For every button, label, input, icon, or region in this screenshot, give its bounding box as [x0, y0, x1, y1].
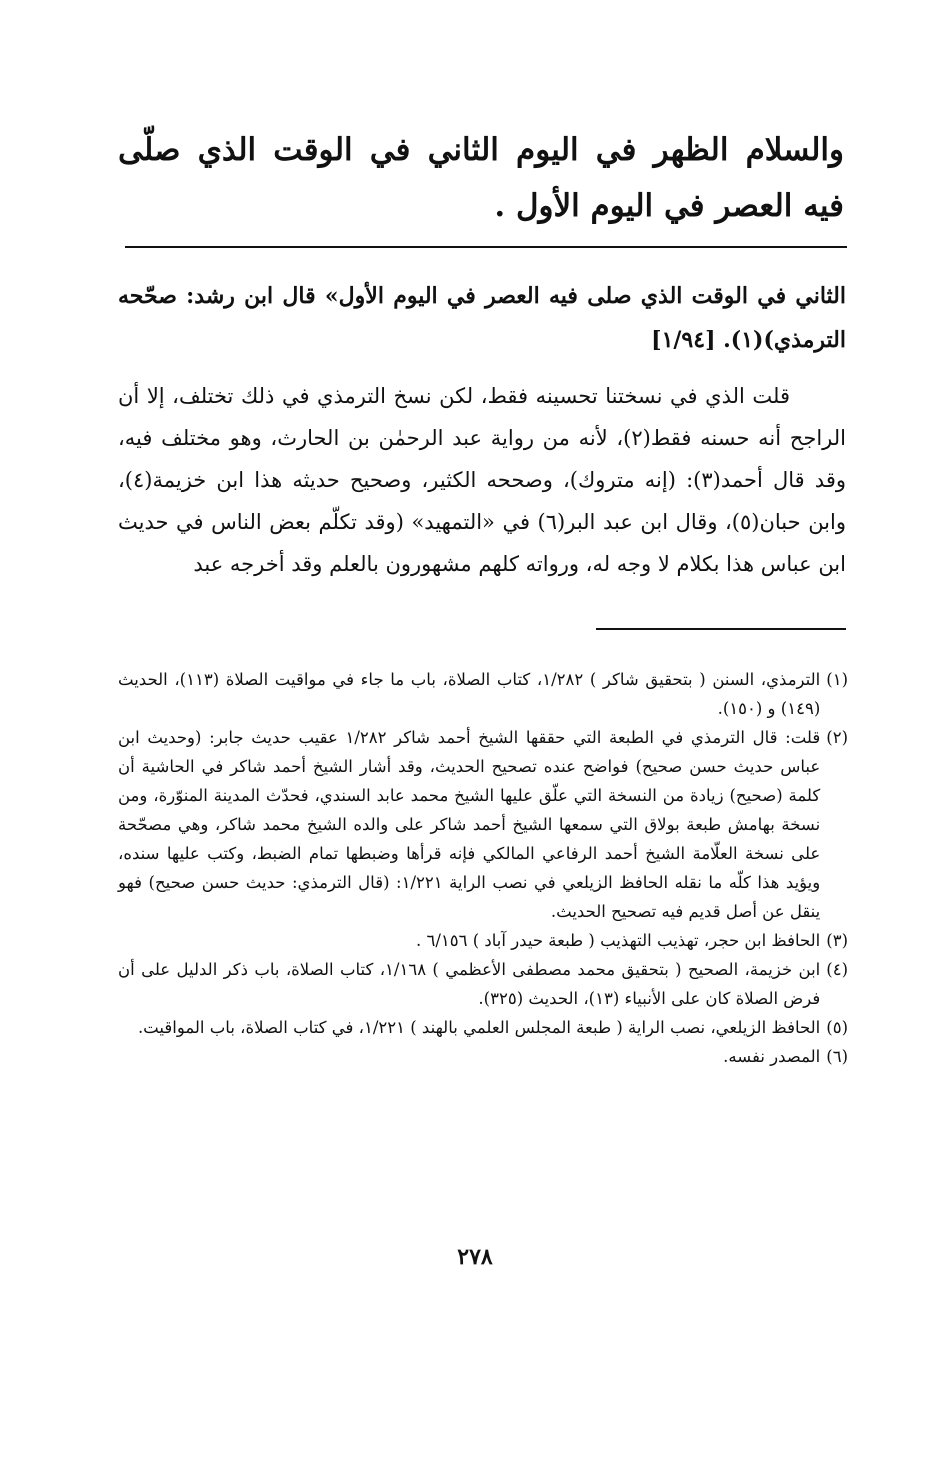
footnotes-list	[118, 665, 848, 1071]
footnote-text: المصدر نفسه.	[723, 1047, 821, 1066]
footnote-text: الترمذي، السنن ( بتحقيق شاكر ) ١/٢٨٢، كتاب الصلاة، باب ما جاء في مواقيت الصلاة (١١٣)، الحديث (١٤٩) و (١٥٠).	[118, 670, 821, 718]
footnote-text: الحافظ الزيلعي، نصب الراية ( طبعة المجلس العلمي بالهند ) ١/٢٢١، في كتاب الصلاة، باب المواقيت.	[137, 1018, 821, 1037]
hadith-text: والسلام الظهر في اليوم الثاني في الوقت الذي صلّى فيه العصر في اليوم الأول .	[118, 132, 844, 224]
commentary-paragraph: قلت الذي في نسختنا تحسينه فقط، لكن نسخ الترمذي في ذلك تختلف، إلا أن الراجح أنه حسنه فقط(٢)، لأنه من رواية عبد الرحمٰن بن الحارث، وهو مختلف فيه، وقد قال أحمد(٣): (إنه متروك)، وصححه الكثير، وصحيح حديثه هذا ابن خزيمة(٤)، وابن حبان(٥)، وقال ابن عبد البر(٦) في «التمهيد» (وقد تكلّم بعض الناس في حديث ابن عباس هذا بكلام لا وجه له، ورواته كلهم مشهورون بالعلم وقد أخرجه عبد	[118, 384, 847, 576]
footnote-text: ابن خزيمة، الصحيح ( بتحقيق محمد مصطفى الأعظمي ) ١/١٦٨، كتاب الصلاة، باب ذكر الدليل على أن فرض الصلاة كان على الأنبياء (١٣)، الحديث (٣٢٥).	[118, 960, 821, 1008]
footnote-number: (٣)	[826, 931, 848, 950]
footnote-number: (٤)	[826, 960, 848, 979]
footnote-item	[118, 926, 848, 955]
summary-paragraph: الثاني في الوقت الذي صلى فيه العصر في اليوم الأول» قال ابن رشد: صحّحه الترمذي)(١). [١/٩٤]	[118, 283, 847, 353]
footnote-number: (١)	[826, 670, 848, 689]
footnote-item	[118, 955, 848, 1013]
footnote-divider	[596, 628, 846, 630]
footnote-item	[118, 723, 848, 926]
footnote-text: الحافظ ابن حجر، تهذيب التهذيب ( طبعة حيدر آباد ) ٦/١٥٦ .	[415, 931, 821, 950]
footnote-number: (٦)	[826, 1047, 848, 1066]
footnote-number: (٥)	[826, 1018, 848, 1037]
footnote-item	[118, 665, 848, 723]
footnote-number: (٢)	[826, 728, 848, 747]
footnote-item	[118, 1042, 848, 1071]
footnote-item	[118, 1013, 848, 1042]
commentary-block	[118, 375, 846, 585]
footnote-text: قلت: قال الترمذي في الطبعة التي حققها الشيخ أحمد شاكر ١/٢٨٢ عقيب حديث جابر: (وحديث ابن عباس حديث حسن صحيح) فواضح عنده تصحيح الحديث، وقد أشار الشيخ أحمد شاكر في الحاشية أن كلمة (صحيح) زيادة من النسخة التي علّق عليها الشيخ محمد عابد السندي، فحدّث المدينة المنوّرة، ومن نسخة بهامش طبعة بولاق التي سمعها الشيخ أحمد شاكر على والده الشيخ محمد شاكر، وهي مصحّحة على نسخة العلّامة الشيخ أحمد الرفاعي المالكي فإنه قرأها وضبطها تمام الضبط، وكتب عليها سنده، ويؤيد هذا كلّه ما نقله الحافظ الزيلعي في نصب الراية ١/٢٢١: (قال الترمذي: حديث حسن صحيح) فهو ينقل عن أصل قديم فيه تصحيح الحديث.	[118, 728, 821, 921]
top-divider	[125, 246, 847, 248]
page-number: ٢٧٨	[457, 1244, 493, 1270]
